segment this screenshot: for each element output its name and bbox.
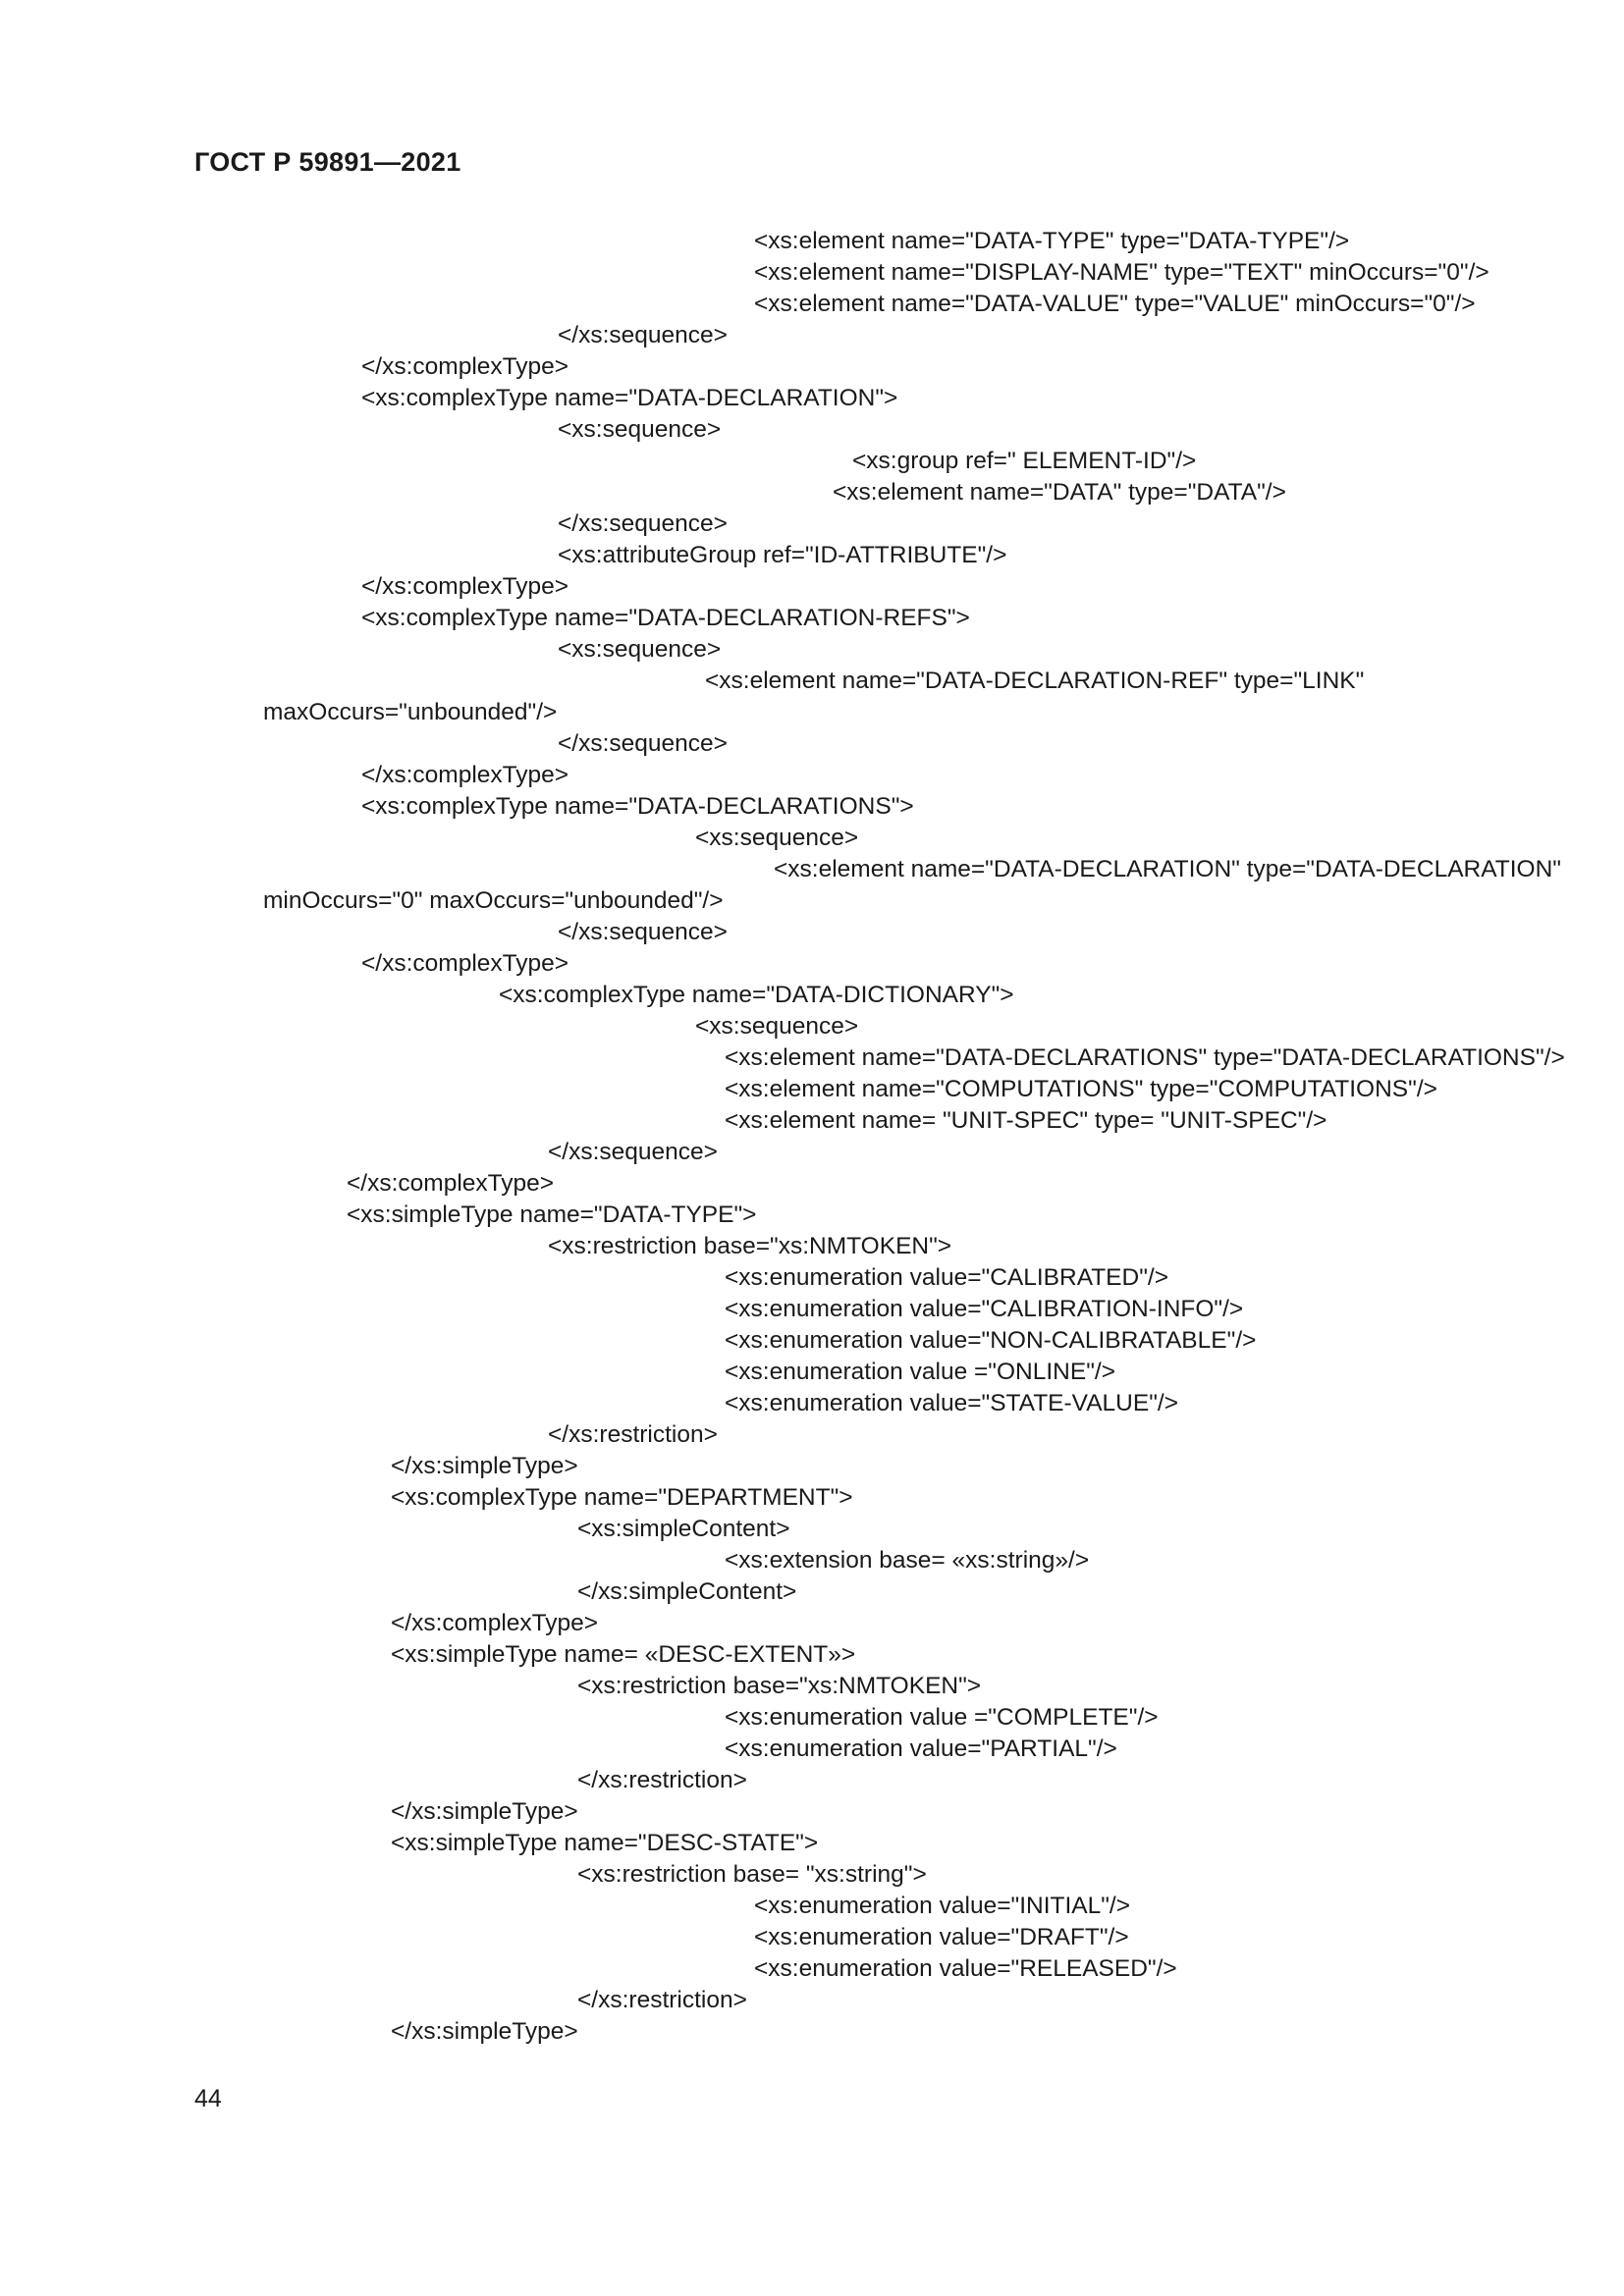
- code-line: maxOccurs="unbounded"/>: [263, 699, 558, 725]
- code-line: <xs:enumeration value="NON-CALIBRATABLE"/>: [725, 1327, 1257, 1354]
- code-line: <xs:simpleContent>: [577, 1516, 790, 1542]
- code-line: </xs:complexType>: [361, 573, 569, 600]
- code-line: </xs:complexType>: [347, 1170, 555, 1197]
- code-line: <xs:enumeration value="INITIAL"/>: [754, 1893, 1131, 1919]
- code-line: <xs:enumeration value="PARTIAL"/>: [725, 1735, 1117, 1762]
- code-line: <xs:sequence>: [558, 636, 722, 663]
- code-line: </xs:complexType>: [361, 950, 569, 977]
- code-line: <xs:enumeration value ="ONLINE"/>: [725, 1359, 1116, 1385]
- code-line: <xs:restriction base="xs:NMTOKEN">: [577, 1673, 982, 1699]
- code-line: <xs:element name="DATA-DECLARATION-REF" type="LINK": [705, 667, 1365, 694]
- code-line: <xs:element name="DATA-VALUE" type="VALUE" minOccurs="0"/>: [754, 291, 1476, 317]
- code-line: </xs:restriction>: [577, 1987, 747, 2013]
- code-line: </xs:sequence>: [558, 510, 728, 537]
- code-line: <xs:element name="DATA" type="DATA"/>: [833, 479, 1286, 506]
- code-line: <xs:element name="DATA-DECLARATION" type="DATA-DECLARATION": [774, 856, 1561, 882]
- code-line: <xs:group ref=" ELEMENT-ID"/>: [852, 448, 1197, 474]
- code-line: </xs:simpleContent>: [577, 1578, 797, 1605]
- code-line: <xs:sequence>: [558, 416, 722, 443]
- code-line: <xs:sequence>: [695, 825, 859, 851]
- code-line: </xs:restriction>: [548, 1421, 718, 1448]
- code-line: <xs:complexType name="DATA-DICTIONARY">: [499, 982, 1014, 1008]
- code-line: <xs:element name="DATA-DECLARATIONS" type="DATA-DECLARATIONS"/>: [725, 1044, 1565, 1071]
- code-line: </xs:complexType>: [361, 353, 569, 380]
- code-line: </xs:simpleType>: [391, 2018, 578, 2045]
- code-line: </xs:sequence>: [558, 919, 728, 945]
- code-line: </xs:sequence>: [558, 730, 728, 757]
- page-number: 44: [194, 2085, 222, 2112]
- code-line: </xs:simpleType>: [391, 1798, 578, 1825]
- code-line: <xs:enumeration value ="COMPLETE"/>: [725, 1704, 1159, 1731]
- code-line: <xs:simpleType name= «DESC-EXTENT»>: [391, 1641, 856, 1668]
- code-line: <xs:element name="COMPUTATIONS" type="COMPUTATIONS"/>: [725, 1076, 1437, 1102]
- document-header: ГОСТ Р 59891—2021: [194, 147, 461, 177]
- code-line: </xs:complexType>: [361, 762, 569, 788]
- code-line: <xs:complexType name="DATA-DECLARATIONS">: [361, 793, 914, 820]
- code-line: <xs:enumeration value="STATE-VALUE"/>: [725, 1390, 1179, 1416]
- code-line: <xs:restriction base= "xs:string">: [577, 1861, 927, 1888]
- code-line: <xs:enumeration value="RELEASED"/>: [754, 1955, 1177, 1982]
- code-line: <xs:element name="DATA-TYPE" type="DATA-TYPE"/>: [754, 228, 1350, 254]
- code-line: <xs:element name= "UNIT-SPEC" type= "UNIT-SPEC"/>: [725, 1107, 1327, 1134]
- code-line: </xs:sequence>: [548, 1139, 718, 1165]
- code-line: </xs:simpleType>: [391, 1453, 578, 1479]
- code-line: <xs:sequence>: [695, 1013, 859, 1040]
- code-line: <xs:enumeration value="DRAFT"/>: [754, 1924, 1129, 1950]
- code-line: minOccurs="0" maxOccurs="unbounded"/>: [263, 887, 724, 914]
- code-line: <xs:simpleType name="DATA-TYPE">: [347, 1201, 757, 1228]
- code-line: <xs:complexType name="DEPARTMENT">: [391, 1484, 853, 1511]
- code-line: <xs:simpleType name="DESC-STATE">: [391, 1830, 819, 1856]
- code-line: </xs:complexType>: [391, 1610, 599, 1636]
- code-line: <xs:complexType name="DATA-DECLARATION-REFS">: [361, 605, 970, 631]
- code-line: <xs:complexType name="DATA-DECLARATION">: [361, 385, 898, 411]
- code-line: <xs:extension base= «xs:string»/>: [725, 1547, 1090, 1574]
- code-line: <xs:element name="DISPLAY-NAME" type="TEXT" minOccurs="0"/>: [754, 259, 1489, 286]
- code-line: </xs:restriction>: [577, 1767, 747, 1793]
- code-line: <xs:enumeration value="CALIBRATED"/>: [725, 1264, 1169, 1291]
- code-line: </xs:sequence>: [558, 322, 728, 348]
- code-line: <xs:restriction base="xs:NMTOKEN">: [548, 1233, 952, 1259]
- code-line: <xs:attributeGroup ref="ID-ATTRIBUTE"/>: [558, 542, 1007, 568]
- code-line: <xs:enumeration value="CALIBRATION-INFO"/>: [725, 1296, 1244, 1322]
